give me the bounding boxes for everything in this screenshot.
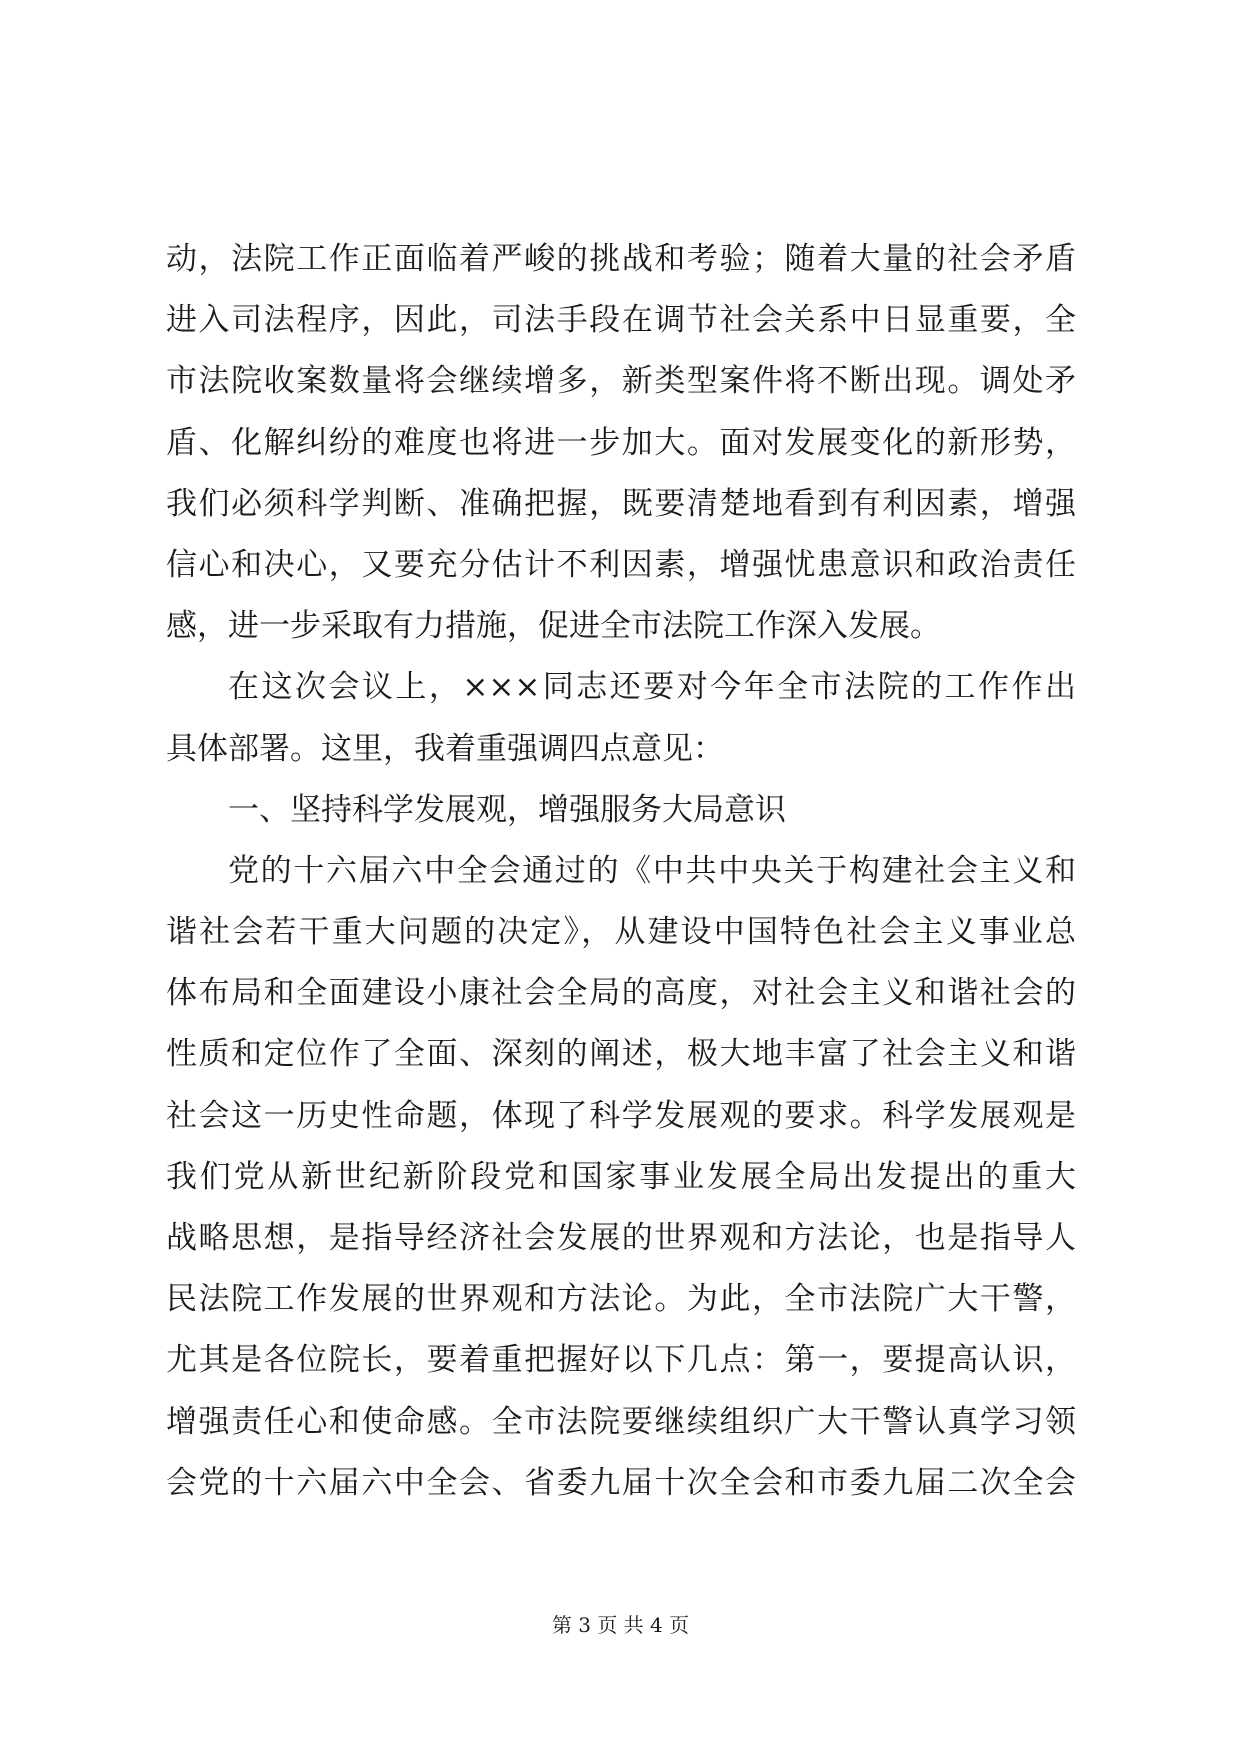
- text-line: 具体部署。这里，我着重强调四点意见：: [166, 730, 724, 767]
- text-line: 我们必须科学判断、准确把握，既要清楚地看到有利因素，增强: [166, 485, 1076, 522]
- section-heading: 一、坚持科学发展观，增强服务大局意识: [228, 791, 786, 828]
- text-line: 动，法院工作正面临着严峻的挑战和考验；随着大量的社会矛盾: [166, 241, 1076, 277]
- page-number-footer: 第 3 页 共 4 页: [551, 1613, 690, 1637]
- text-line: 市法院收案数量将会继续增多，新类型案件将不断出现。调处矛: [166, 363, 1076, 400]
- text-line: 党的十六届六中全会通过的《中共中央关于构建社会主义和: [228, 852, 1076, 889]
- document-body: [166, 229, 1076, 1514]
- text-line: 体布局和全面建设小康社会全局的高度，对社会主义和谐社会的: [166, 975, 1076, 1012]
- text-line: 民法院工作发展的世界观和方法论。为此，全市法院广大干警，: [166, 1281, 1076, 1318]
- text-line: 增强责任心和使命感。全市法院要继续组织广大干警认真学习领: [166, 1403, 1076, 1440]
- text-line: 战略思想，是指导经济社会发展的世界观和方法论，也是指导人: [166, 1220, 1076, 1256]
- text-line: 我们党从新世纪新阶段党和国家事业发展全局出发提出的重大: [166, 1158, 1076, 1195]
- text-line: 在这次会议上，×××同志还要对今年全市法院的工作作出: [228, 669, 1076, 706]
- text-line: 进入司法程序，因此，司法手段在调节社会关系中日显重要，全: [166, 302, 1076, 339]
- text-line: 谐社会若干重大问题的决定》，从建设中国特色社会主义事业总: [166, 914, 1076, 951]
- text-line: 盾、化解纠纷的难度也将进一步加大。面对发展变化的新形势，: [166, 424, 1076, 461]
- text-line: 会党的十六届六中全会、省委九届十次全会和市委九届二次全会: [166, 1464, 1076, 1501]
- text-line: 尤其是各位院长，要着重把握好以下几点：第一，要提高认识，: [166, 1342, 1076, 1379]
- text-line: 性质和定位作了全面、深刻的阐述，极大地丰富了社会主义和谐: [166, 1036, 1076, 1073]
- text-line: 社会这一历史性命题，体现了科学发展观的要求。科学发展观是: [166, 1097, 1076, 1134]
- text-line: 感，进一步采取有力措施，促进全市法院工作深入发展。: [166, 608, 941, 645]
- text-line: 信心和决心，又要充分估计不利因素，增强忧患意识和政治责任: [166, 546, 1076, 583]
